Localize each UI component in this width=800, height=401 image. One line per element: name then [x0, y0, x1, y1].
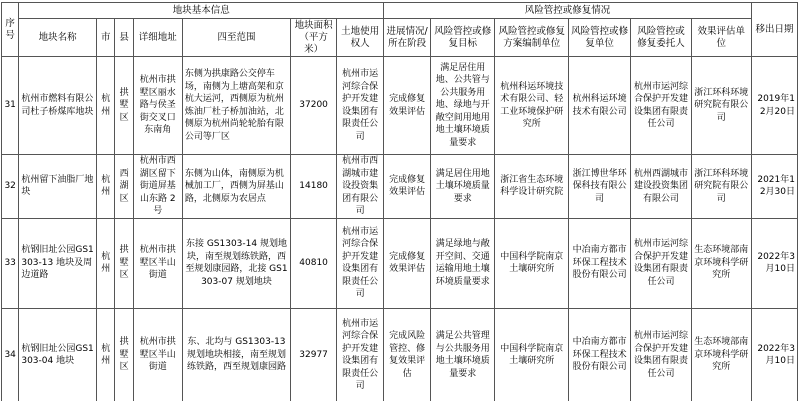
header-address: 详细地址 — [133, 19, 182, 57]
cell-removal-date: 2022年3月10日 — [751, 218, 797, 308]
cell-land-user: 杭州市运河综合保护开发建设集团有限责任公司 — [337, 57, 384, 155]
header-group-basic-info: 地块基本信息 — [19, 3, 384, 19]
cell-city: 杭州 — [97, 218, 115, 308]
cell-county: 拱墅区 — [115, 218, 133, 308]
header-progress: 进展情况/所在阶段 — [384, 19, 431, 57]
cell-city: 杭州 — [97, 155, 115, 219]
cell-evaluator: 生态环境部南京环境科学研究所 — [691, 218, 751, 308]
contaminated-site-table — [1, 2, 798, 401]
cell-address: 杭州市拱墅区丽水路与侯圣街交叉口东南角 — [133, 57, 182, 155]
table-row — [2, 218, 798, 308]
header-plan-unit: 风险管控或修复方案编制单位 — [495, 19, 569, 57]
header-land-user: 土地使用权人 — [337, 19, 384, 57]
cell-area: 14180 — [291, 155, 337, 219]
cell-unit: 杭州科运环境技术有限公司 — [569, 57, 631, 155]
cell-land-user: 杭州市运河综合保护开发建设集团有限责任公司 — [337, 218, 384, 308]
cell-goal: 满足公共管理与公共服务用地土壤环境质量要求 — [431, 308, 495, 401]
cell-progress: 完成修复效果评估 — [384, 218, 431, 308]
cell-site-name: 杭钢旧址公园GS1303-13 地块及周边道路 — [19, 218, 97, 308]
cell-boundary: 东侧为山体，南侧原为机械加工厂，西侧为屏基山路，北侧原为农居点 — [182, 155, 290, 219]
cell-plan-unit: 中国科学院南京土壤研究所 — [495, 308, 569, 401]
cell-boundary: 东、北均与 GS1303-13 规划地块相接，南至规划练铁路，西至规划康园路 — [182, 308, 290, 401]
cell-no: 31 — [2, 57, 19, 155]
cell-removal-date: 2019年12月20日 — [751, 57, 797, 155]
cell-progress: 完成修复效果评估 — [384, 155, 431, 219]
cell-client: 杭州市运河综合保护开发建设集团有限责任公司 — [631, 57, 691, 155]
cell-land-user: 杭州市运河综合保护开发建设集团有限责任公司 — [337, 308, 384, 401]
header-no: 序号 — [2, 3, 19, 57]
header-county: 县 — [115, 19, 133, 57]
cell-removal-date: 2022年3月10日 — [751, 308, 797, 401]
cell-goal: 满足居住用地土壤环境质量要求 — [431, 155, 495, 219]
cell-client: 杭州市运河综合保护开发建设集团有限责任公司 — [631, 218, 691, 308]
table-row — [2, 57, 798, 155]
header-goal: 风险管控或修复目标 — [431, 19, 495, 57]
cell-area: 40810 — [291, 218, 337, 308]
cell-no: 33 — [2, 218, 19, 308]
cell-plan-unit: 杭州科运环境技术有限公司、轻工业环境保护研究所 — [495, 57, 569, 155]
cell-area: 32977 — [291, 308, 337, 401]
header-evaluator: 效果评估单位 — [691, 19, 751, 57]
cell-county: 拱墅区 — [115, 57, 133, 155]
cell-address: 杭州市西湖区留下街道屏基山东路 2 号 — [133, 155, 182, 219]
cell-boundary: 东侧为拱康路公交停车场，南侧为上塘高架和京杭大运河，西侧原为杭州炼油厂杜子桥加油站，北侧原为杭州尚轮轮胎有限公司等厂区 — [182, 57, 290, 155]
cell-plan-unit: 浙江省生态环境科学设计研究院 — [495, 155, 569, 219]
cell-county: 西湖区 — [115, 155, 133, 219]
cell-evaluator: 浙江环科环境研究院有限公司 — [691, 57, 751, 155]
cell-goal: 满足居住用地、公共管与公共服务用地、绿地与开敞空间用地用地土壤环境质量要求 — [431, 57, 495, 155]
cell-client: 杭州西湖城市建设投资集团有限公司 — [631, 155, 691, 219]
cell-client: 杭州市运河综合保护开发建设集团有限责任公司 — [631, 308, 691, 401]
cell-unit: 中冶南方都市环保工程技术股份有限公司 — [569, 218, 631, 308]
header-unit: 风险管控或修复单位 — [569, 19, 631, 57]
table-row — [2, 308, 798, 401]
cell-progress: 完成修复效果评估 — [384, 57, 431, 155]
header-removal-date: 移出日期 — [751, 3, 797, 57]
cell-land-user: 杭州市西湖城市建设投资集团有限公司 — [337, 155, 384, 219]
cell-area: 37200 — [291, 57, 337, 155]
cell-no: 32 — [2, 155, 19, 219]
cell-city: 杭州 — [97, 57, 115, 155]
cell-address: 杭州市拱墅区半山街道 — [133, 308, 182, 401]
cell-evaluator: 浙江环科环境研究院有限公司 — [691, 155, 751, 219]
header-boundary: 四至范围 — [182, 19, 290, 57]
header-group-risk-control: 风险管控或修复情况 — [384, 3, 752, 19]
cell-site-name: 杭州市燃料有限公司杜子桥煤库地块 — [19, 57, 97, 155]
header-city: 市 — [97, 19, 115, 57]
header-area: 地块面积（平方米） — [291, 19, 337, 57]
cell-city: 杭州 — [97, 308, 115, 401]
header-site-name: 地块名称 — [19, 19, 97, 57]
cell-plan-unit: 中国科学院南京土壤研究所 — [495, 218, 569, 308]
cell-county: 拱墅区 — [115, 308, 133, 401]
cell-unit: 中冶南方都市环保工程技术股份有限公司 — [569, 308, 631, 401]
table-row — [2, 155, 798, 219]
cell-evaluator: 生态环境部南京环境科学研究所 — [691, 308, 751, 401]
header-row-groups — [2, 3, 798, 19]
cell-boundary: 东接 GS1303-14 规划地块，南至规划练铁路，西至规划康园路，北接 GS1303-07 规划地块 — [182, 218, 290, 308]
cell-removal-date: 2021年12月30日 — [751, 155, 797, 219]
cell-goal: 满足绿地与敞开空间、交通运输用地土壤环境质量要求 — [431, 218, 495, 308]
cell-no: 34 — [2, 308, 19, 401]
cell-address: 杭州市拱墅区半山街道 — [133, 218, 182, 308]
cell-progress: 完成风险管控、修复效果评估 — [384, 308, 431, 401]
cell-site-name: 杭钢旧址公园GS1303-04 地块 — [19, 308, 97, 401]
header-client: 风险管控或修复委托人 — [631, 19, 691, 57]
cell-unit: 浙江博世华环保科技有限公司 — [569, 155, 631, 219]
header-row-columns — [2, 19, 798, 57]
cell-site-name: 杭州留下油脂厂地块 — [19, 155, 97, 219]
